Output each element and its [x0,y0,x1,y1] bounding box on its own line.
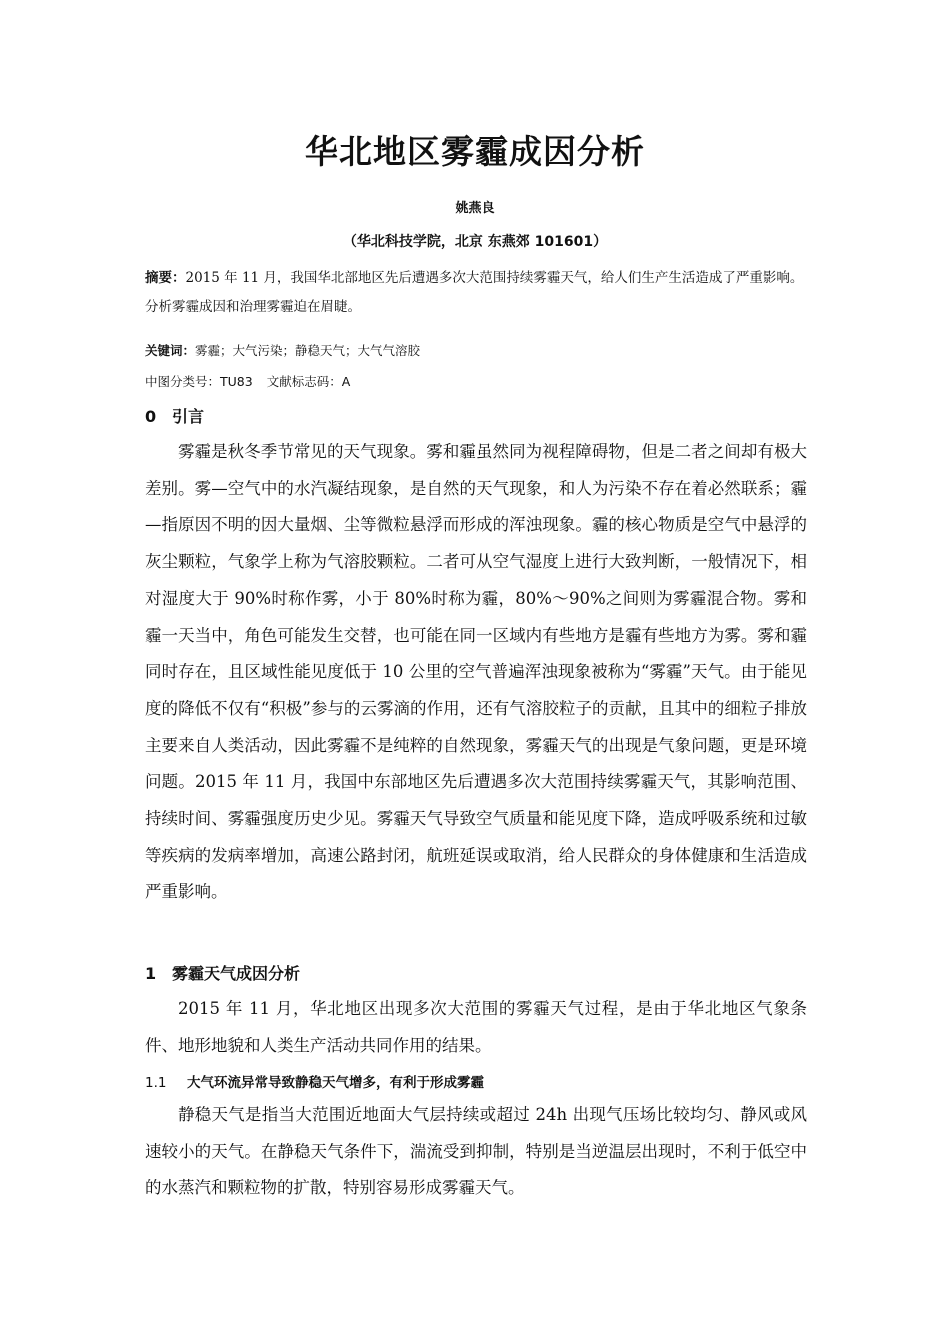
section-number: 0 [145,407,157,426]
section-number: 1 [145,964,157,983]
subsection-paragraph: 静稳天气是指当大范围近地面大气层持续或超过 24h 出现气压场比较均匀、静风或风速较小的天气。在静稳天气条件下，湍流受到抑制，特别是当逆温层出现时，不利于低空中的水蒸汽和颗粒物的扩散，特别容易形成雾霾天气。 [145,1105,807,1198]
doc-code-label: 文献标志码： [266,374,342,389]
section-title: 引言 [172,407,205,426]
classification-line [145,371,805,393]
causes-paragraph: 2015 年 11 月，华北地区出现多次大范围的雾霾天气过程，是由于华北地区气象条件、地形地貌和人类生产活动共同作用的结果。 [145,999,807,1055]
clc-label: 中图分类号： [145,374,221,389]
abstract [145,264,805,322]
keywords-label: 关键词： [145,343,196,358]
subsection-title: 大气环流异常导致静稳天气增多，有利于形成雾霾 [187,1075,484,1091]
intro-paragraph: 雾霾是秋冬季节常见的天气现象。雾和霾虽然同为视程障碍物，但是二者之间却有极大差别。雾—空气中的水汽凝结现象，是自然的天气现象，和人为污染不存在着必然联系；霾—指原因不明的因大量烟、尘等微粒悬浮而形成的浑浊现象。霾的核心物质是空气中悬浮的灰尘颗粒，气象学上称为气溶胶颗粒。二者可从空气湿度上进行大致判断，一般情况下，相对湿度大于 90%时称作雾，小于 80%时称为霾，80%～90%之间则为雾霾混合物。雾和霾一天当中，角色可能发生交替，也可能在同一区域内有些地方是霾有些地方为雾。雾和霾同时存在，且区域性能见度低于 10 公里的空气普遍浑浊现象被称为“雾霾”天气。由于能见度的降低不仅有“积极”参与的云雾滴的作用，还有气溶胶粒子的贡献，且其中的细粒子排放主要来自人类活动，因此雾霾不是纯粹的自然现象，雾霾天气的出现是气象问题，更是环境问题。2015 年 11 月，我国中东部地区先后遭遇多次大范围持续雾霾天气，其影响范围、持续时间、雾霾强度历史少见。雾霾天气导致空气质量和能见度下降，造成呼吸系统和过敏等疾病的发病率增加，高速公路封闭，航班延误或取消，给人民群众的身体健康和生活造成严重影响。 [145,442,807,902]
abstract-text: 2015 年 11 月，我国华北部地区先后遭遇多次大范围持续雾霾天气，给人们生产生活造成了严重影响。分析雾霾成因和治理雾霾迫在眉睫。 [145,270,804,315]
abstract-label: 摘要： [145,270,186,286]
author-affiliation: （华北科技学院，北京 东燕郊 101601） [342,234,608,250]
clc-value: TU83 [220,374,253,389]
section-heading-intro [145,404,805,430]
section-heading-causes [145,961,805,987]
subsection-heading [145,1072,805,1094]
doc-code-value: A [341,374,351,389]
section-title: 雾霾天气成因分析 [172,964,301,983]
keywords-text: 雾霾；大气污染；静稳天气；大气气溶胶 [195,343,421,358]
paper-title: 华北地区雾霾成因分析 [305,132,645,171]
author-name: 姚燕良 [455,201,495,216]
keywords [145,340,805,362]
subsection-number: 1.1 [145,1075,167,1091]
